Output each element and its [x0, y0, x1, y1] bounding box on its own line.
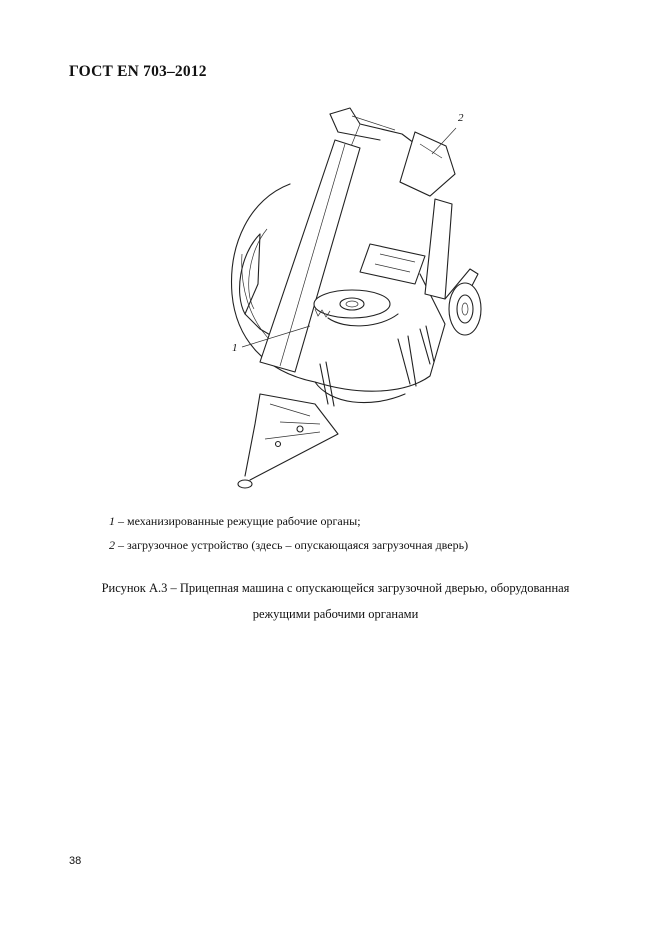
machine-illustration: [220, 104, 500, 500]
figure-caption: [70, 575, 601, 627]
caption-line-1: Рисунок А.3 – Прицепная машина с опускающейся загрузочной дверью, оборудованная: [101, 581, 570, 595]
legend-number: 1: [109, 514, 115, 528]
callout-2: 2: [458, 112, 464, 124]
legend-text: – механизированные режущие рабочие органы;: [115, 514, 361, 528]
legend-item-1: [109, 514, 361, 529]
legend-number: 2: [109, 538, 115, 552]
legend-text: – загрузочное устройство (здесь – опускающаяся загрузочная дверь): [115, 538, 469, 552]
legend-item-2: [109, 538, 468, 553]
document-header: ГОСТ EN 703–2012: [69, 63, 207, 80]
caption-line-2: режущими рабочими органами: [252, 607, 419, 621]
callout-1: 1: [232, 342, 238, 354]
page-number: 38: [69, 855, 82, 867]
